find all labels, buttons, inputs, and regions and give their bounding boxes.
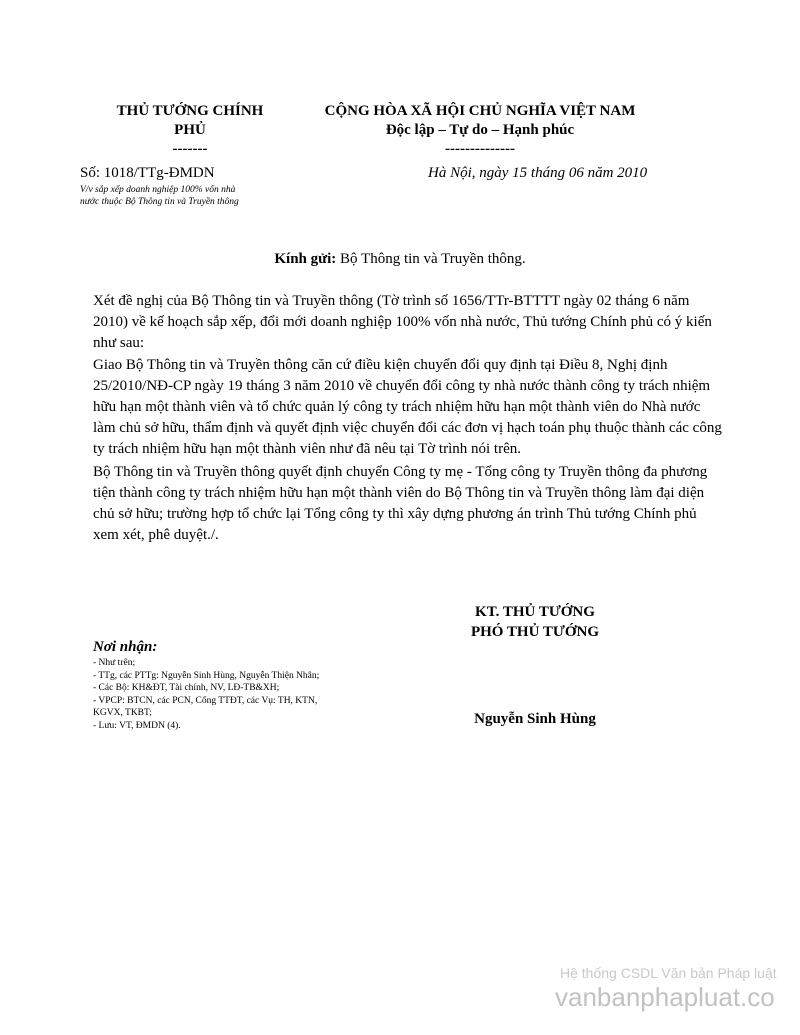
subject-line1: V/v sắp xếp doanh nghiệp 100% vốn nhà <box>80 185 236 195</box>
recipients-list <box>93 657 353 732</box>
document-number: Số: 1018/TTg-ĐMDN <box>80 165 215 181</box>
salutation-recipient: Bộ Thông tin và Truyền thông. <box>336 251 526 267</box>
signature-title-line2: PHÓ THỦ TƯỚNG <box>470 624 600 640</box>
issuer-name-line2: PHỦ <box>174 122 206 138</box>
issuer-block <box>95 102 285 159</box>
body-paragraph-2: Giao Bộ Thông tin và Truyền thông căn cứ điều kiện chuyển đổi quy định tại Điều 8, Nghị định 25/2010/NĐ-CP ngày 19 tháng 3 năm 2010 về chuyển đổi công ty nhà nước thành công ty trách nhiệm hữu hạn một thành viên và tổ chức quản lý công ty trách nhiệm hữu hạn một thành viên do Nhà nước làm chủ sở hữu, thẩm định và quyết định việc chuyển đổi các đơn vị hạch toán phụ thuộc thành các công ty trách nhiệm hữu hạn một thành viên như đã nêu tại Tờ trình nói trên. <box>93 357 722 457</box>
recipient-item: - Các Bộ: KH&ĐT, Tài chính, NV, LĐ-TB&XH; <box>93 683 280 693</box>
nation-motto: Độc lập – Tự do – Hạnh phúc <box>385 122 575 138</box>
signer-name: Nguyễn Sinh Hùng <box>474 711 596 727</box>
salutation <box>0 251 800 268</box>
signature-title <box>420 602 650 642</box>
issuer-name-line1: THỦ TƯỚNG CHÍNH <box>116 103 264 119</box>
date-line: Hà Nội, ngày 15 tháng 06 năm 2010 <box>428 165 648 181</box>
watermark-line2: vanbanphapluat.co <box>555 982 775 1012</box>
national-title-block <box>290 102 670 159</box>
body-paragraph-1: Xét đề nghị của Bộ Thông tin và Truyền thông (Tờ trình số 1656/TTr-BTTTT ngày 02 tháng 6 năm 2010) về kế hoạch sắp xếp, đổi mới doanh nghiệp 100% vốn nhà nước, Thủ tướng Chính phủ có ý kiến như sau: <box>93 293 712 351</box>
recipient-item: KGVX, TKBT; <box>93 708 152 718</box>
subject-line2: nước thuộc Bộ Thông tin và Truyền thông <box>80 197 239 207</box>
recipient-item: - TTg, các PTTg: Nguyễn Sinh Hùng, Nguyễn Thiện Nhân; <box>93 670 320 681</box>
body-paragraph-3: Bộ Thông tin và Truyền thông quyết định chuyển Công ty mẹ - Tổng công ty Truyền thông đa phương tiện thành công ty trách nhiệm hữu hạn một thành viên do Bộ Thông tin và Truyền thông làm đại diện chủ sở hữu; trường hợp tổ chức lại Tổng công ty thì xây dựng phương án trình Thủ tướng Chính phủ xem xét, phê duyệt./. <box>93 464 708 543</box>
recipient-item: - Như trên; <box>93 658 136 668</box>
salutation-label: Kính gửi: <box>274 251 337 267</box>
nation-title: CỘNG HÒA XÃ HỘI CHỦ NGHĨA VIỆT NAM <box>324 103 636 119</box>
issuer-rule: ------- <box>172 141 208 157</box>
recipient-item: - Lưu: VT, ĐMDN (4). <box>93 720 181 731</box>
recipients-title: Nơi nhận: <box>93 639 158 655</box>
watermark-line1: Hệ thống CSDL Văn bản Pháp luật <box>560 965 777 981</box>
recipient-item: - VPCP: BTCN, các PCN, Cổng TTĐT, các Vụ: TH, KTN, <box>93 695 318 706</box>
document-subject <box>80 184 280 208</box>
nation-rule: -------------- <box>445 141 515 157</box>
signature-title-line1: KT. THỦ TƯỚNG <box>475 604 595 620</box>
